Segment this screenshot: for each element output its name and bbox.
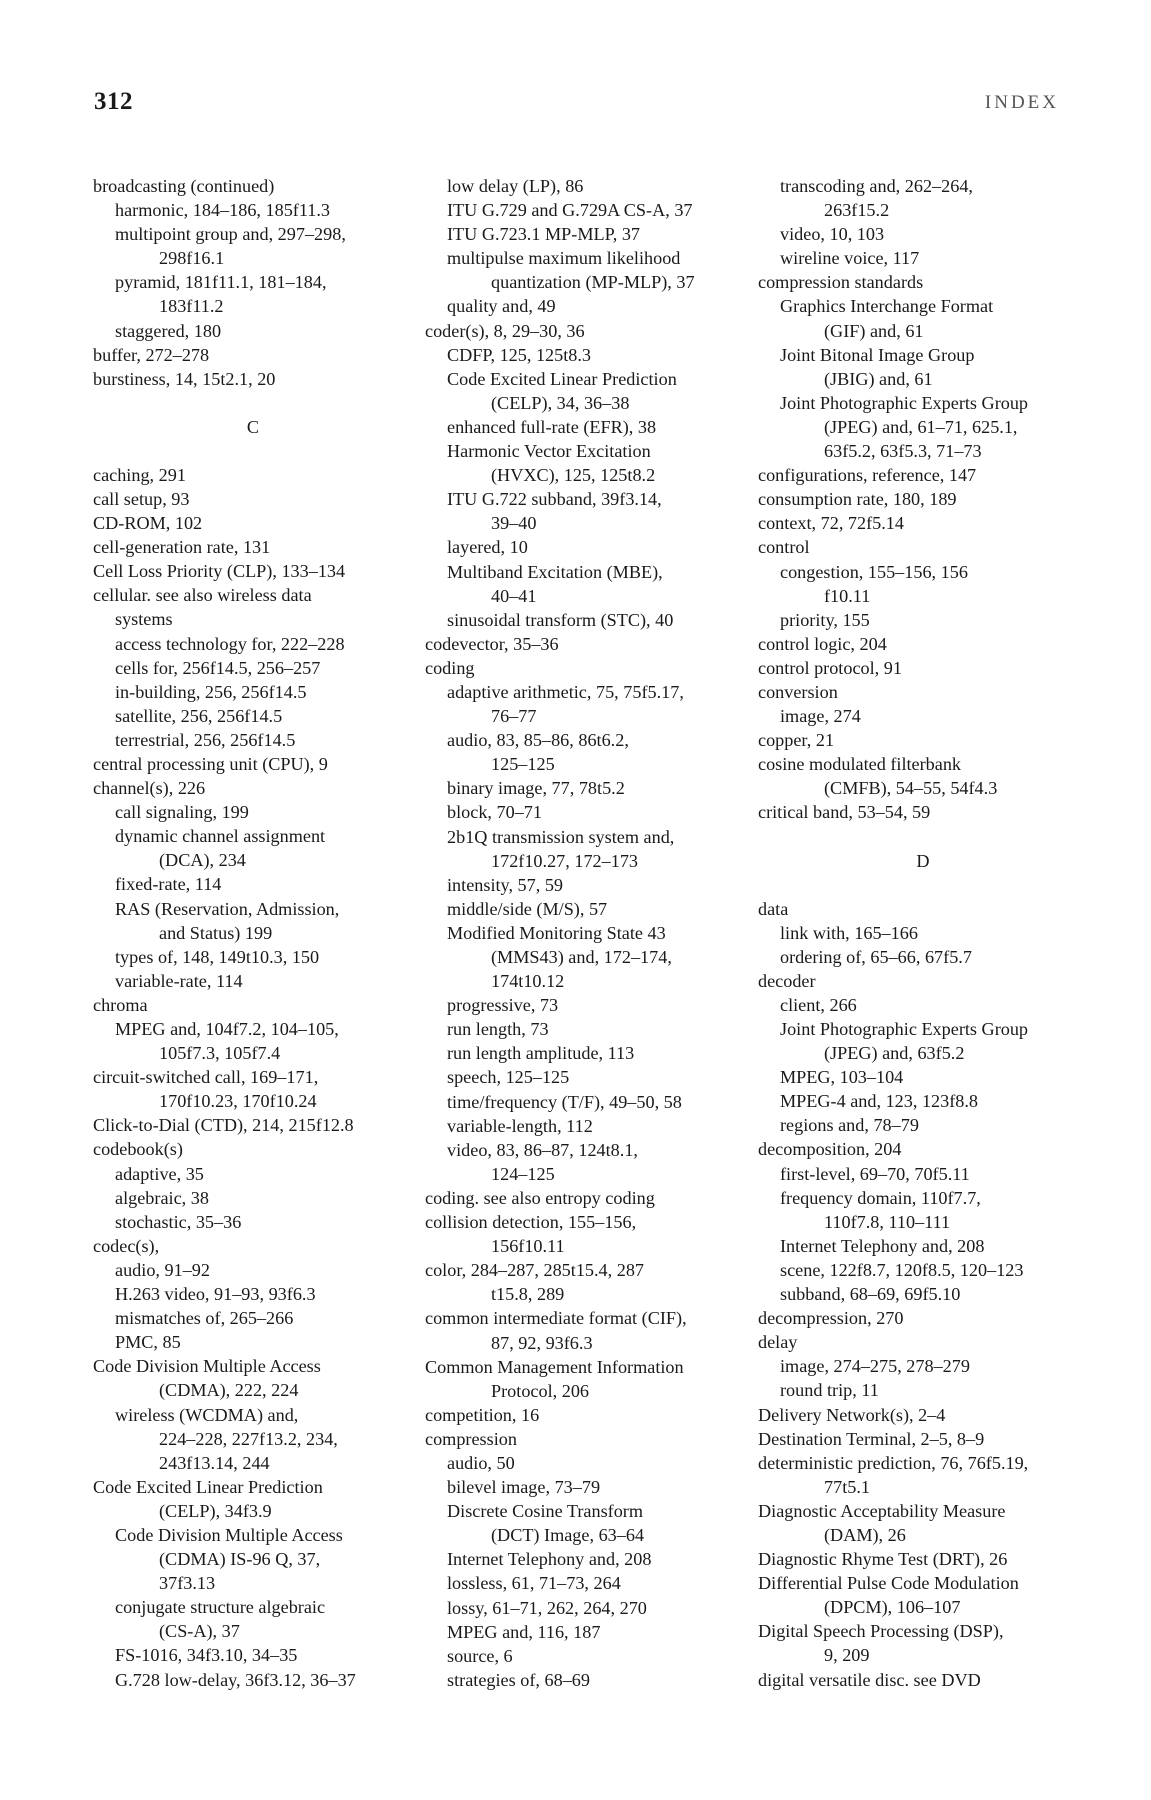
index-entry: burstiness, 14, 15t2.1, 20 [93, 368, 276, 389]
index-entry: Diagnostic Acceptability Measure [758, 1500, 1006, 1521]
index-entry: 110f7.8, 110–111 [824, 1211, 951, 1232]
index-entry: video, 10, 103 [780, 224, 885, 245]
index-entry: round trip, 11 [780, 1380, 879, 1401]
index-entry: multipulse maximum likelihood [447, 248, 681, 269]
index-entry: collision detection, 155–156, [425, 1212, 637, 1233]
index-entry: Protocol, 206 [491, 1380, 590, 1401]
index-entry: systems [115, 609, 173, 630]
index-column-3 [758, 174, 1088, 1692]
index-entry: coder(s), 8, 29–30, 36 [425, 320, 585, 341]
index-entry: digital versatile disc. see DVD [758, 1669, 981, 1690]
index-entry: competition, 16 [425, 1404, 540, 1425]
index-entry: MPEG and, 104f7.2, 104–105, [115, 1019, 339, 1039]
index-entry: FS-1016, 34f3.10, 34–35 [115, 1645, 298, 1666]
index-entry: Differential Pulse Code Modulation [758, 1573, 1019, 1594]
index-entry: and Status) 199 [159, 922, 273, 943]
index-entry: 174t10.12 [491, 971, 565, 992]
index-entry: Multiband Excitation (MBE), [447, 561, 663, 582]
index-entry: Harmonic Vector Excitation [447, 441, 651, 462]
index-entry: link with, 165–166 [780, 922, 918, 943]
index-entry: wireless (WCDMA) and, [115, 1404, 299, 1425]
index-entry: G.728 low-delay, 36f3.12, 36–37 [115, 1669, 356, 1690]
index-entry: 170f10.23, 170f10.24 [159, 1091, 317, 1112]
index-entry: 87, 92, 93f6.3 [491, 1332, 593, 1353]
index-entry: 37f3.13 [159, 1573, 216, 1594]
index-entry: cosine modulated filterbank [758, 754, 962, 775]
index-entry: compression [425, 1428, 517, 1449]
index-entry: delay [758, 1332, 798, 1353]
index-entry: mismatches of, 265–266 [115, 1308, 294, 1329]
index-entry: terrestrial, 256, 256f14.5 [115, 729, 296, 750]
index-entry: client, 266 [780, 994, 857, 1015]
index-entry: color, 284–287, 285t15.4, 287 [425, 1260, 645, 1281]
section-letter: C [246, 416, 260, 437]
index-entry: cellular. see also wireless data [93, 585, 312, 606]
index-entry: control protocol, 91 [758, 657, 902, 678]
index-entry: Joint Photographic Experts Group [780, 392, 1029, 413]
index-entry: critical band, 53–54, 59 [758, 802, 931, 823]
index-entry: (CDMA), 222, 224 [159, 1380, 299, 1401]
index-entry: 156f10.11 [491, 1236, 565, 1257]
index-entry: 63f5.2, 63f5.3, 71–73 [824, 441, 982, 462]
index-entry: ITU G.723.1 MP-MLP, 37 [447, 224, 641, 245]
index-entry: coding [425, 657, 475, 678]
index-entry: (CELP), 34, 36–38 [491, 392, 630, 413]
index-column-1 [93, 174, 413, 1692]
index-entry: low delay (LP), 86 [447, 176, 584, 196]
index-entry: Internet Telephony and, 208 [780, 1235, 985, 1256]
index-entry: circuit-switched call, 169–171, [93, 1067, 319, 1088]
index-entry: codevector, 35–36 [425, 633, 559, 654]
index-entry: conjugate structure algebraic [115, 1597, 326, 1618]
index-entry: compression standards [758, 272, 924, 293]
index-entry: decomposition, 204 [758, 1139, 902, 1160]
index-entry: regions and, 78–79 [780, 1115, 919, 1136]
index-entry: (DPCM), 106–107 [824, 1597, 961, 1618]
index-entry: 125–125 [491, 754, 555, 775]
index-entry: (JBIG) and, 61 [824, 368, 933, 389]
index-entry: bilevel image, 73–79 [447, 1477, 601, 1498]
index-entry: (MMS43) and, 172–174, [491, 947, 672, 967]
index-entry: 243f13.14, 244 [159, 1452, 270, 1473]
index-entry: (CDMA) IS-96 Q, 37, [159, 1549, 321, 1570]
index-entry: (HVXC), 125, 125t8.2 [491, 465, 656, 486]
index-entry: Code Excited Linear Prediction [93, 1476, 323, 1497]
index-entry: layered, 10 [447, 537, 528, 558]
index-entry: cell-generation rate, 131 [93, 537, 271, 558]
index-entry: binary image, 77, 78t5.2 [447, 778, 625, 799]
index-entry: Code Excited Linear Prediction [447, 368, 677, 389]
index-entry: codec(s), [93, 1235, 160, 1256]
index-entry: Click-to-Dial (CTD), 214, 215f12.8 [93, 1115, 354, 1136]
index-entry: access technology for, 222–228 [115, 633, 345, 654]
index-entry: Joint Photographic Experts Group [780, 1019, 1029, 1039]
index-entry: run length amplitude, 113 [447, 1043, 635, 1064]
index-entry: congestion, 155–156, 156 [780, 561, 968, 582]
index-entry: (DCT) Image, 63–64 [491, 1525, 645, 1546]
index-entry: channel(s), 226 [93, 778, 206, 799]
index-entry: codebook(s) [93, 1139, 183, 1160]
index-entry: ordering of, 65–66, 67f5.7 [780, 946, 972, 967]
index-entry: 172f10.27, 172–173 [491, 850, 639, 871]
index-entry: 224–228, 227f13.2, 234, [159, 1428, 338, 1449]
index-entry: Graphics Interchange Format [780, 296, 994, 317]
index-entry: 76–77 [491, 706, 537, 727]
index-entry: H.263 video, 91–93, 93f6.3 [115, 1284, 316, 1305]
index-entry: audio, 50 [447, 1452, 515, 1473]
index-entry: caching, 291 [93, 464, 186, 485]
index-entry: transcoding and, 262–264, [780, 176, 973, 196]
index-entry: Cell Loss Priority (CLP), 133–134 [93, 561, 346, 582]
index-entry: time/frequency (T/F), 49–50, 58 [447, 1091, 682, 1112]
index-entry: ITU G.722 subband, 39f3.14, [447, 489, 662, 510]
index-entry: Diagnostic Rhyme Test (DRT), 26 [758, 1549, 1008, 1570]
index-entry: t15.8, 289 [491, 1284, 565, 1305]
index-entry: deterministic prediction, 76, 76f5.19, [758, 1452, 1029, 1473]
index-entry: audio, 91–92 [115, 1259, 210, 1280]
index-entry: image, 274 [780, 706, 861, 727]
index-entry: (GIF) and, 61 [824, 320, 924, 341]
index-entry: MPEG, 103–104 [780, 1067, 904, 1088]
index-entry: 105f7.3, 105f7.4 [159, 1043, 281, 1064]
index-entry: Modified Monitoring State 43 [447, 922, 666, 943]
index-entry: conversion [758, 681, 838, 702]
index-entry: Digital Speech Processing (DSP), [758, 1621, 1004, 1642]
index-entry: adaptive arithmetic, 75, 75f5.17, [447, 681, 684, 702]
index-entry: data [758, 898, 789, 919]
index-entry: in-building, 256, 256f14.5 [115, 681, 307, 702]
index-entry: algebraic, 38 [115, 1187, 209, 1208]
index-entry: types of, 148, 149t10.3, 150 [115, 946, 320, 967]
index-entry: (DCA), 234 [159, 850, 246, 871]
index-entry: 40–41 [491, 585, 537, 606]
index-entry: broadcasting (continued) [93, 176, 275, 196]
index-entry: buffer, 272–278 [93, 344, 210, 365]
index-entry: RAS (Reservation, Admission, [115, 898, 340, 919]
index-entry: 2b1Q transmission system and, [447, 826, 675, 847]
index-entry: enhanced full-rate (EFR), 38 [447, 416, 657, 437]
index-entry: (CMFB), 54–55, 54f4.3 [824, 778, 998, 799]
index-entry: control [758, 537, 810, 558]
index-entry: decoder [758, 970, 816, 991]
index-entry: Joint Bitonal Image Group [780, 344, 975, 365]
index-entry: 39–40 [491, 513, 537, 534]
index-entry: copper, 21 [758, 730, 835, 751]
index-entry: central processing unit (CPU), 9 [93, 753, 328, 774]
index-entry: speech, 125–125 [447, 1067, 570, 1088]
page-number: 312 [94, 88, 133, 115]
index-entry: variable-rate, 114 [115, 970, 243, 991]
running-head: INDEX [984, 92, 1059, 113]
index-entry: f10.11 [824, 585, 871, 606]
index-entry: PMC, 85 [115, 1332, 181, 1353]
index-entry: Destination Terminal, 2–5, 8–9 [758, 1428, 985, 1449]
index-entry: Common Management Information [425, 1356, 684, 1377]
index-entry: staggered, 180 [115, 320, 222, 341]
index-entry: satellite, 256, 256f14.5 [115, 705, 283, 726]
index-entry: (JPEG) and, 61–71, 625.1, [824, 416, 1018, 437]
index-entry: configurations, reference, 147 [758, 465, 977, 486]
index-entry: fixed-rate, 114 [115, 874, 222, 895]
index-entry: middle/side (M/S), 57 [447, 898, 608, 919]
index-entry: 183f11.2 [159, 296, 224, 317]
index-entry: coding. see also entropy coding [425, 1187, 655, 1208]
index-entry: wireline voice, 117 [780, 248, 920, 269]
index-entry: CDFP, 125, 125t8.3 [447, 344, 592, 365]
index-entry: 298f16.1 [159, 248, 225, 269]
index-entry: 77t5.1 [824, 1476, 870, 1497]
index-entry: cells for, 256f14.5, 256–257 [115, 657, 321, 678]
index-entry: quantization (MP-MLP), 37 [491, 272, 695, 293]
index-column-2 [425, 174, 755, 1692]
index-entry: sinusoidal transform (STC), 40 [447, 609, 674, 630]
index-entry: stochastic, 35–36 [115, 1211, 242, 1232]
index-entry: harmonic, 184–186, 185f11.3 [115, 200, 331, 221]
index-entry: frequency domain, 110f7.7, [780, 1187, 981, 1208]
index-entry: MPEG-4 and, 123, 123f8.8 [780, 1091, 979, 1112]
index-entry: source, 6 [447, 1645, 513, 1666]
index-entry: Delivery Network(s), 2–4 [758, 1404, 946, 1425]
index-entry: progressive, 73 [447, 995, 559, 1016]
index-entry: audio, 83, 85–86, 86t6.2, [447, 730, 629, 751]
index-entry: first-level, 69–70, 70f5.11 [780, 1163, 970, 1184]
index-entry: consumption rate, 180, 189 [758, 489, 957, 510]
index-entry: strategies of, 68–69 [447, 1669, 590, 1690]
index-entry: MPEG and, 116, 187 [447, 1621, 601, 1642]
index-entry: context, 72, 72f5.14 [758, 513, 904, 534]
index-entry: dynamic channel assignment [115, 826, 326, 847]
index-entry: multipoint group and, 297–298, [115, 224, 346, 245]
index-entry: run length, 73 [447, 1019, 549, 1040]
index-entry: pyramid, 181f11.1, 181–184, [115, 272, 327, 293]
index-entry: call signaling, 199 [115, 802, 249, 823]
index-entry: control logic, 204 [758, 633, 887, 654]
index-entry: priority, 155 [780, 609, 870, 630]
index-entry: decompression, 270 [758, 1308, 904, 1329]
index-entry: call setup, 93 [93, 488, 190, 509]
index-entry: Code Division Multiple Access [115, 1524, 343, 1545]
index-entry: common intermediate format (CIF), [425, 1308, 687, 1329]
index-entry: Internet Telephony and, 208 [447, 1549, 652, 1570]
index-entry: video, 83, 86–87, 124t8.1, [447, 1139, 638, 1160]
index-entry: Code Division Multiple Access [93, 1356, 321, 1377]
index-entry: block, 70–71 [447, 802, 542, 823]
index-entry: ITU G.729 and G.729A CS-A, 37 [447, 200, 693, 221]
section-letter: D [916, 850, 930, 871]
index-entry: lossy, 61–71, 262, 264, 270 [447, 1597, 647, 1618]
index-entry: image, 274–275, 278–279 [780, 1356, 970, 1377]
index-entry: CD-ROM, 102 [93, 513, 203, 534]
index-entry: scene, 122f8.7, 120f8.5, 120–123 [780, 1259, 1024, 1280]
index-entry: lossless, 61, 71–73, 264 [447, 1573, 621, 1594]
index-entry: subband, 68–69, 69f5.10 [780, 1284, 961, 1305]
index-entry: Discrete Cosine Transform [447, 1501, 644, 1522]
index-entry: (JPEG) and, 63f5.2 [824, 1043, 965, 1064]
index-entry: variable-length, 112 [447, 1115, 593, 1136]
index-entry: 9, 209 [824, 1645, 870, 1666]
index-entry: intensity, 57, 59 [447, 874, 564, 895]
index-entry: (CELP), 34f3.9 [159, 1500, 272, 1521]
index-entry: quality and, 49 [447, 296, 556, 317]
index-entry: (DAM), 26 [824, 1524, 906, 1545]
index-entry: 263f15.2 [824, 200, 890, 221]
index-entry: chroma [93, 994, 148, 1015]
index-entry: 124–125 [491, 1163, 555, 1184]
index-entry: adaptive, 35 [115, 1163, 204, 1184]
index-entry: (CS-A), 37 [159, 1621, 240, 1642]
